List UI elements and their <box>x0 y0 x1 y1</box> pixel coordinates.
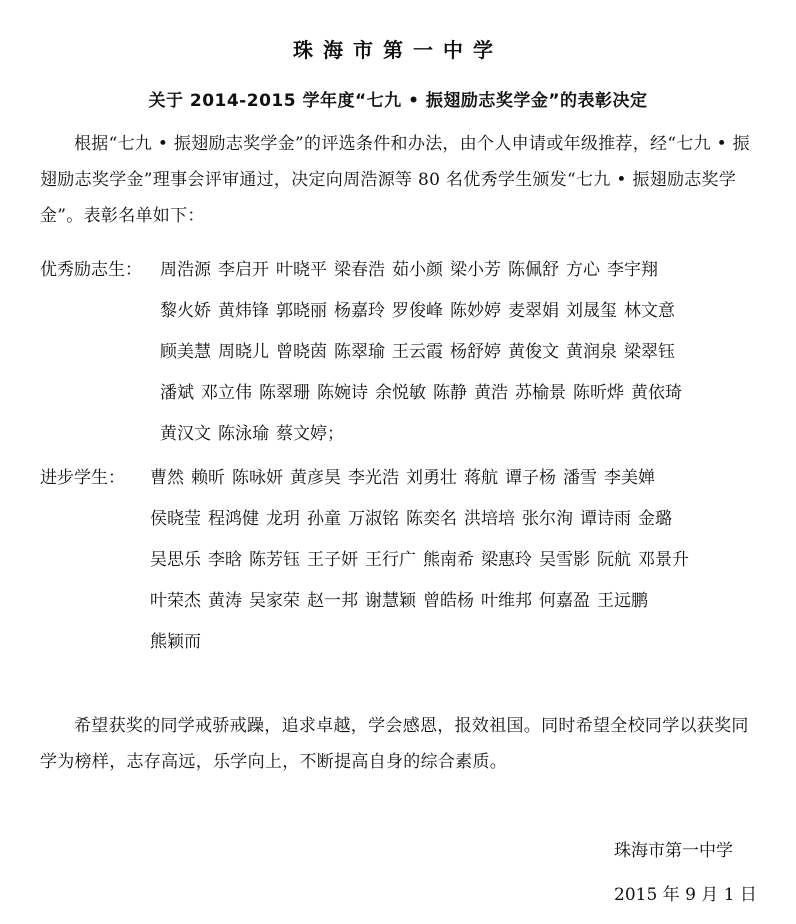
closing-paragraph: 希望获奖的同学戒骄戒躁，追求卓越，学会感恩，报效祖国。同时希望全校同学以获奖同学为榜样，志存高远，乐学向上，不断提高自身的综合素质。 <box>40 716 749 772</box>
name-line <box>150 458 696 499</box>
student-name: 刘晟玺 <box>566 301 617 321</box>
name-line <box>160 291 689 332</box>
student-name: 梁春浩 <box>334 260 385 280</box>
school-title: 珠海市第一中学 <box>293 38 503 62</box>
student-name: 周浩源 <box>160 260 211 280</box>
student-name: 金璐 <box>638 509 672 529</box>
student-name: 杨舒婷 <box>450 342 501 362</box>
name-line <box>160 250 689 291</box>
name-line <box>160 414 689 455</box>
name-line <box>150 499 696 540</box>
student-name: 苏榆景 <box>515 383 566 403</box>
student-name: 陈奕名 <box>406 509 457 529</box>
student-name: 吴思乐 <box>150 550 201 570</box>
student-name: 李晗 <box>208 550 242 570</box>
student-name: 赖昕 <box>191 468 225 488</box>
student-name: 叶荣杰 <box>150 591 201 611</box>
student-name: 陈昕烨 <box>573 383 624 403</box>
intro-paragraph: 根据“七九 • 振翅励志奖学金”的评选条件和办法，由个人申请或年级推荐，经“七九 • 振翅励志奖学金”理事会评审通过，决定向周浩源等 80 名优秀学生颁发“七九 • 振翅励志奖学金”。表彰名单如下： <box>40 134 750 226</box>
student-name: 曾晓茵 <box>276 342 327 362</box>
student-name: 万淑铭 <box>348 509 399 529</box>
student-name: 郭晓丽 <box>276 301 327 321</box>
student-name: 吴家荣 <box>249 591 300 611</box>
student-name: 阮航 <box>597 550 631 570</box>
student-name: 梁惠玲 <box>481 550 532 570</box>
student-name: 何嘉盈 <box>539 591 590 611</box>
student-name: 陈妙婷 <box>450 301 501 321</box>
student-name: 潘雪 <box>563 468 597 488</box>
progress-label: 进步学生： <box>40 468 125 488</box>
student-name: 黄彦昊 <box>290 468 341 488</box>
student-name: 周晓儿 <box>218 342 269 362</box>
student-name: 刘勇壮 <box>406 468 457 488</box>
student-name: 叶维邦 <box>481 591 532 611</box>
student-name: 罗俊峰 <box>392 301 443 321</box>
student-name: 茹小颜 <box>392 260 443 280</box>
name-line <box>150 540 696 581</box>
student-name: 陈泳瑜 <box>218 424 269 444</box>
student-name: 谢慧颖 <box>365 591 416 611</box>
student-name: 黄润泉 <box>566 342 617 362</box>
student-name: 王子妍 <box>307 550 358 570</box>
student-name: 陈静 <box>433 383 467 403</box>
name-line <box>150 622 696 663</box>
student-name: 李启开 <box>218 260 269 280</box>
student-name: 蒋航 <box>464 468 498 488</box>
student-name: 曾皓杨 <box>423 591 474 611</box>
student-name: 顾美慧 <box>160 342 211 362</box>
student-name: 黄炜锋 <box>218 301 269 321</box>
student-name: 吴雪影 <box>539 550 590 570</box>
student-name: 洪培培 <box>464 509 515 529</box>
student-name: 王云霞 <box>392 342 443 362</box>
student-name: 孙童 <box>307 509 341 529</box>
signature-date: 2015 年 9 月 1 日 <box>614 885 757 905</box>
student-name: 侯晓莹 <box>150 509 201 529</box>
student-name: 王行广 <box>365 550 416 570</box>
student-name: 黄涛 <box>208 591 242 611</box>
name-line <box>160 373 689 414</box>
student-name: 谭子杨 <box>505 468 556 488</box>
student-name: 麦翠娟 <box>508 301 559 321</box>
decision-title: 关于 2014-2015 学年度“七九 • 振翅励志奖学金”的表彰决定 <box>148 91 648 111</box>
student-name: 李光浩 <box>348 468 399 488</box>
student-name: 程鸿健 <box>208 509 259 529</box>
student-name: 陈咏妍 <box>232 468 283 488</box>
student-name: 陈佩舒 <box>508 260 559 280</box>
student-name: 陈翠珊 <box>259 383 310 403</box>
student-name: 潘斌 <box>160 383 194 403</box>
student-name: 叶晓平 <box>276 260 327 280</box>
student-name: 余悦敏 <box>375 383 426 403</box>
student-name: 王远鹏 <box>597 591 648 611</box>
signature-school: 珠海市第一中学 <box>614 841 733 861</box>
student-name: 黄浩 <box>474 383 508 403</box>
student-name: 蔡文婷； <box>276 424 344 444</box>
student-name: 方心 <box>566 260 600 280</box>
student-name: 杨嘉玲 <box>334 301 385 321</box>
student-name: 谭诗雨 <box>580 509 631 529</box>
student-name: 熊颖而 <box>150 632 201 652</box>
student-name: 林文意 <box>624 301 675 321</box>
outstanding-label: 优秀励志生： <box>40 260 142 280</box>
student-name: 李宇翔 <box>607 260 658 280</box>
student-name: 梁小芳 <box>450 260 501 280</box>
outstanding-names-list <box>160 250 689 455</box>
name-line <box>160 332 689 373</box>
student-name: 邓景升 <box>638 550 689 570</box>
student-name: 陈婉诗 <box>317 383 368 403</box>
student-name: 黄汉文 <box>160 424 211 444</box>
name-line <box>150 581 696 622</box>
student-name: 熊南希 <box>423 550 474 570</box>
student-name: 李美婵 <box>604 468 655 488</box>
student-name: 赵一邦 <box>307 591 358 611</box>
student-name: 张尔洵 <box>522 509 573 529</box>
student-name: 黎火娇 <box>160 301 211 321</box>
student-name: 梁翠钰 <box>624 342 675 362</box>
student-name: 黄依琦 <box>631 383 682 403</box>
progress-names-list <box>150 458 696 663</box>
student-name: 陈翠瑜 <box>334 342 385 362</box>
student-name: 黄俊文 <box>508 342 559 362</box>
student-name: 曹然 <box>150 468 184 488</box>
student-name: 龙玥 <box>266 509 300 529</box>
student-name: 邓立伟 <box>201 383 252 403</box>
student-name: 陈芳钰 <box>249 550 300 570</box>
